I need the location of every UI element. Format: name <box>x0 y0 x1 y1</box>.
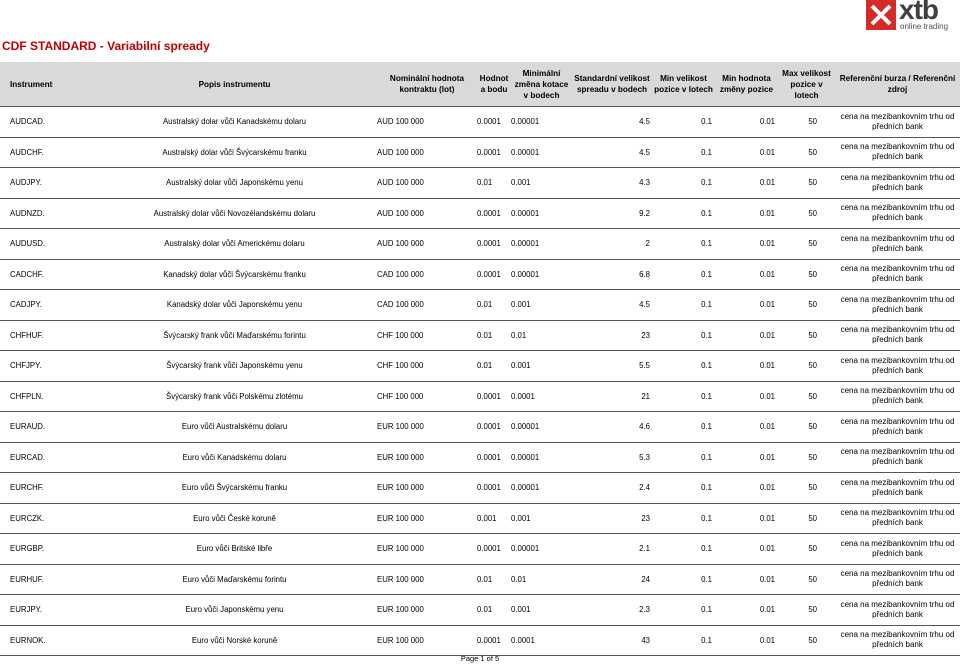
table-row <box>0 503 960 534</box>
cell-reference: cena na mezibankovním trhu od předních bank <box>835 534 960 565</box>
col-header-tick: Minimální změna kotace v bodech <box>511 62 572 107</box>
cell-description: Euro vůči Australskému dolaru <box>92 412 377 443</box>
cell-description: Euro vůči Japonskému yenu <box>92 595 377 626</box>
cell-reference: cena na mezibankovním trhu od předních bank <box>835 137 960 168</box>
cell-symbol: CHFHUF. <box>0 320 92 351</box>
cell-spread: 4.5 <box>572 137 652 168</box>
cell-min-change: 0.01 <box>715 259 778 290</box>
cell-min-change: 0.01 <box>715 198 778 229</box>
cell-reference: cena na mezibankovním trhu od předních bank <box>835 259 960 290</box>
cell-min-change: 0.01 <box>715 625 778 656</box>
cell-tick: 0.001 <box>511 595 572 626</box>
table-row <box>0 381 960 412</box>
cell-min-size: 0.1 <box>652 595 715 626</box>
cell-reference: cena na mezibankovním trhu od předních bank <box>835 473 960 504</box>
cell-max-size: 50 <box>778 259 835 290</box>
cell-description: Euro vůči České koruně <box>92 503 377 534</box>
cell-nominal: EUR 100 000 <box>377 595 477 626</box>
cell-max-size: 50 <box>778 107 835 138</box>
cell-reference: cena na mezibankovním trhu od předních bank <box>835 320 960 351</box>
xtb-logo <box>866 0 958 34</box>
cell-spread: 2.1 <box>572 534 652 565</box>
cell-spread: 43 <box>572 625 652 656</box>
cell-description: Švýcarský frank vůči Polskému zlotému <box>92 381 377 412</box>
cell-min-size: 0.1 <box>652 534 715 565</box>
cell-reference: cena na mezibankovním trhu od předních bank <box>835 442 960 473</box>
cell-nominal: AUD 100 000 <box>377 107 477 138</box>
cell-point-value: 0.001 <box>477 503 511 534</box>
cell-point-value: 0.01 <box>477 320 511 351</box>
cell-tick: 0.00001 <box>511 107 572 138</box>
cell-max-size: 50 <box>778 564 835 595</box>
cell-tick: 0.001 <box>511 351 572 382</box>
cell-point-value: 0.01 <box>477 595 511 626</box>
table-row <box>0 351 960 382</box>
table-row <box>0 595 960 626</box>
cell-max-size: 50 <box>778 137 835 168</box>
cell-nominal: EUR 100 000 <box>377 564 477 595</box>
cell-max-size: 50 <box>778 320 835 351</box>
table-row <box>0 229 960 260</box>
cell-min-size: 0.1 <box>652 107 715 138</box>
cell-tick: 0.0001 <box>511 625 572 656</box>
cell-reference: cena na mezibankovním trhu od předních bank <box>835 290 960 321</box>
cell-reference: cena na mezibankovním trhu od předních bank <box>835 198 960 229</box>
col-header-nominal: Nominální hodnota kontraktu (lot) <box>377 62 477 107</box>
cell-point-value: 0.0001 <box>477 107 511 138</box>
cell-min-size: 0.1 <box>652 625 715 656</box>
cell-reference: cena na mezibankovním trhu od předních bank <box>835 381 960 412</box>
col-header-reference: Referenční burza / Referenční zdroj <box>835 62 960 107</box>
cell-reference: cena na mezibankovním trhu od předních bank <box>835 595 960 626</box>
cell-min-change: 0.01 <box>715 137 778 168</box>
cell-max-size: 50 <box>778 351 835 382</box>
cell-symbol: EURCAD. <box>0 442 92 473</box>
cell-min-change: 0.01 <box>715 320 778 351</box>
cell-description: Euro vůči Britské libře <box>92 534 377 565</box>
cell-description: Australský dolar vůči Kanadskému dolaru <box>92 107 377 138</box>
table-row <box>0 564 960 595</box>
cell-min-change: 0.01 <box>715 229 778 260</box>
cell-reference: cena na mezibankovním trhu od předních bank <box>835 107 960 138</box>
cell-reference: cena na mezibankovním trhu od předních bank <box>835 229 960 260</box>
cell-max-size: 50 <box>778 534 835 565</box>
cell-symbol: EURCZK. <box>0 503 92 534</box>
cell-min-size: 0.1 <box>652 381 715 412</box>
cell-max-size: 50 <box>778 198 835 229</box>
cell-spread: 23 <box>572 320 652 351</box>
cell-reference: cena na mezibankovním trhu od předních bank <box>835 351 960 382</box>
cell-symbol: AUDNZD. <box>0 198 92 229</box>
table-row <box>0 442 960 473</box>
cell-min-size: 0.1 <box>652 320 715 351</box>
cell-tick: 0.00001 <box>511 259 572 290</box>
cell-nominal: AUD 100 000 <box>377 168 477 199</box>
cell-spread: 2.4 <box>572 473 652 504</box>
cell-nominal: CHF 100 000 <box>377 381 477 412</box>
cell-spread: 24 <box>572 564 652 595</box>
table-row <box>0 412 960 443</box>
cell-symbol: AUDCAD. <box>0 107 92 138</box>
table-row <box>0 168 960 199</box>
cell-tick: 0.00001 <box>511 137 572 168</box>
cell-point-value: 0.0001 <box>477 259 511 290</box>
cell-min-change: 0.01 <box>715 442 778 473</box>
spread-table <box>0 62 960 656</box>
col-header-description: Popis instrumentu <box>92 62 377 107</box>
brand-name: xtb <box>899 0 938 25</box>
cell-point-value: 0.0001 <box>477 412 511 443</box>
cell-spread: 21 <box>572 381 652 412</box>
cell-tick: 0.001 <box>511 290 572 321</box>
cell-description: Kanadský dolar vůči Japonskému yenu <box>92 290 377 321</box>
cell-spread: 4.6 <box>572 412 652 443</box>
table-row <box>0 107 960 138</box>
cell-spread: 4.3 <box>572 168 652 199</box>
cell-symbol: AUDJPY. <box>0 168 92 199</box>
cell-description: Australský dolar vůči Švýcarskému franku <box>92 137 377 168</box>
cell-point-value: 0.0001 <box>477 625 511 656</box>
cell-reference: cena na mezibankovním trhu od předních bank <box>835 503 960 534</box>
cell-description: Euro vůči Norské koruně <box>92 625 377 656</box>
cell-description: Euro vůči Švýcarskému franku <box>92 473 377 504</box>
cell-point-value: 0.0001 <box>477 473 511 504</box>
cell-max-size: 50 <box>778 442 835 473</box>
cell-spread: 9.2 <box>572 198 652 229</box>
cell-max-size: 50 <box>778 625 835 656</box>
cell-description: Australský dolar vůči Americkému dolaru <box>92 229 377 260</box>
col-header-max-size: Max velikost pozice v lotech <box>778 62 835 107</box>
cell-description: Kanadský dolar vůči Švýcarskému franku <box>92 259 377 290</box>
cell-reference: cena na mezibankovním trhu od předních bank <box>835 412 960 443</box>
cell-max-size: 50 <box>778 412 835 443</box>
table-row <box>0 137 960 168</box>
cell-tick: 0.001 <box>511 168 572 199</box>
cell-max-size: 50 <box>778 473 835 504</box>
cell-point-value: 0.01 <box>477 351 511 382</box>
cell-tick: 0.001 <box>511 503 572 534</box>
cell-nominal: CAD 100 000 <box>377 259 477 290</box>
cell-min-change: 0.01 <box>715 168 778 199</box>
page-footer: Page 1 of 5 <box>460 654 500 663</box>
cell-tick: 0.0001 <box>511 381 572 412</box>
cell-max-size: 50 <box>778 595 835 626</box>
cell-tick: 0.00001 <box>511 229 572 260</box>
cell-nominal: EUR 100 000 <box>377 534 477 565</box>
cell-min-size: 0.1 <box>652 229 715 260</box>
cell-reference: cena na mezibankovním trhu od předních bank <box>835 168 960 199</box>
cell-spread: 4.5 <box>572 290 652 321</box>
cell-max-size: 50 <box>778 381 835 412</box>
cell-tick: 0.00001 <box>511 412 572 443</box>
cell-nominal: AUD 100 000 <box>377 198 477 229</box>
cell-min-change: 0.01 <box>715 473 778 504</box>
cell-symbol: CADJPY. <box>0 290 92 321</box>
cell-symbol: CHFPLN. <box>0 381 92 412</box>
cell-min-size: 0.1 <box>652 259 715 290</box>
cell-min-change: 0.01 <box>715 564 778 595</box>
cell-description: Australský dolar vůči Japonskému yenu <box>92 168 377 199</box>
cell-point-value: 0.01 <box>477 290 511 321</box>
cell-min-size: 0.1 <box>652 503 715 534</box>
cell-symbol: CADCHF. <box>0 259 92 290</box>
cell-reference: cena na mezibankovním trhu od předních bank <box>835 625 960 656</box>
cell-min-change: 0.01 <box>715 503 778 534</box>
cell-nominal: EUR 100 000 <box>377 503 477 534</box>
cell-point-value: 0.0001 <box>477 198 511 229</box>
cell-min-size: 0.1 <box>652 564 715 595</box>
cell-spread: 4.5 <box>572 107 652 138</box>
cell-tick: 0.00001 <box>511 442 572 473</box>
cell-description: Australský dolar vůči Novozélandskému dolaru <box>92 198 377 229</box>
cell-min-size: 0.1 <box>652 473 715 504</box>
cell-min-size: 0.1 <box>652 137 715 168</box>
cell-point-value: 0.0001 <box>477 381 511 412</box>
cell-min-change: 0.01 <box>715 534 778 565</box>
cell-spread: 6.8 <box>572 259 652 290</box>
col-header-point-value: Hodnot a bodu <box>477 62 511 107</box>
table-row <box>0 534 960 565</box>
cell-symbol: CHFJPY. <box>0 351 92 382</box>
cell-max-size: 50 <box>778 229 835 260</box>
cell-symbol: EURGBP. <box>0 534 92 565</box>
cell-spread: 5.3 <box>572 442 652 473</box>
cell-max-size: 50 <box>778 168 835 199</box>
cell-symbol: EURAUD. <box>0 412 92 443</box>
cell-symbol: EURCHF. <box>0 473 92 504</box>
cell-tick: 0.00001 <box>511 198 572 229</box>
cell-tick: 0.01 <box>511 564 572 595</box>
xtb-logo-icon <box>866 0 896 30</box>
cell-point-value: 0.0001 <box>477 534 511 565</box>
cell-spread: 5.5 <box>572 351 652 382</box>
table-row <box>0 473 960 504</box>
cell-point-value: 0.0001 <box>477 442 511 473</box>
cell-description: Euro vůči Maďarskému forintu <box>92 564 377 595</box>
table-row <box>0 198 960 229</box>
cell-min-size: 0.1 <box>652 168 715 199</box>
table-row <box>0 290 960 321</box>
cell-nominal: AUD 100 000 <box>377 137 477 168</box>
cell-point-value: 0.0001 <box>477 229 511 260</box>
cell-nominal: EUR 100 000 <box>377 625 477 656</box>
cell-nominal: CHF 100 000 <box>377 351 477 382</box>
cell-point-value: 0.01 <box>477 168 511 199</box>
cell-nominal: EUR 100 000 <box>377 473 477 504</box>
col-header-min-change: Min hodnota změny pozice <box>715 62 778 107</box>
cell-spread: 2 <box>572 229 652 260</box>
cell-tick: 0.00001 <box>511 534 572 565</box>
cell-tick: 0.00001 <box>511 473 572 504</box>
cell-min-size: 0.1 <box>652 412 715 443</box>
cell-nominal: CHF 100 000 <box>377 320 477 351</box>
cell-spread: 23 <box>572 503 652 534</box>
cell-tick: 0.01 <box>511 320 572 351</box>
cell-symbol: EURHUF. <box>0 564 92 595</box>
cell-reference: cena na mezibankovním trhu od předních bank <box>835 564 960 595</box>
cell-nominal: EUR 100 000 <box>377 442 477 473</box>
cell-symbol: EURJPY. <box>0 595 92 626</box>
cell-min-size: 0.1 <box>652 351 715 382</box>
cell-min-change: 0.01 <box>715 595 778 626</box>
page-title: CDF STANDARD - Variabilní spready <box>2 39 210 53</box>
cell-description: Švýcarský frank vůči Maďarskému forintu <box>92 320 377 351</box>
cell-point-value: 0.01 <box>477 564 511 595</box>
cell-min-size: 0.1 <box>652 198 715 229</box>
col-header-spread: Standardní velikost spreadu v bodech <box>572 62 652 107</box>
table-header <box>0 62 960 107</box>
cell-nominal: CAD 100 000 <box>377 290 477 321</box>
cell-symbol: AUDUSD. <box>0 229 92 260</box>
cell-min-change: 0.01 <box>715 107 778 138</box>
cell-symbol: EURNOK. <box>0 625 92 656</box>
col-header-min-size: Min velikost pozice v lotech <box>652 62 715 107</box>
cell-description: Švýcarský frank vůči Japonskému yenu <box>92 351 377 382</box>
cell-spread: 2.3 <box>572 595 652 626</box>
table-row <box>0 320 960 351</box>
cell-min-change: 0.01 <box>715 381 778 412</box>
cell-symbol: AUDCHF. <box>0 137 92 168</box>
cell-nominal: AUD 100 000 <box>377 229 477 260</box>
cell-min-change: 0.01 <box>715 290 778 321</box>
brand-tagline: online trading <box>900 22 949 31</box>
col-header-instrument: Instrument <box>0 62 92 107</box>
cell-max-size: 50 <box>778 290 835 321</box>
cell-nominal: EUR 100 000 <box>377 412 477 443</box>
cell-min-change: 0.01 <box>715 351 778 382</box>
cell-min-size: 0.1 <box>652 442 715 473</box>
cell-min-change: 0.01 <box>715 412 778 443</box>
cell-max-size: 50 <box>778 503 835 534</box>
cell-point-value: 0.0001 <box>477 137 511 168</box>
cell-description: Euro vůči Kanadskému dolaru <box>92 442 377 473</box>
table-row <box>0 625 960 656</box>
cell-min-size: 0.1 <box>652 290 715 321</box>
table-row <box>0 259 960 290</box>
